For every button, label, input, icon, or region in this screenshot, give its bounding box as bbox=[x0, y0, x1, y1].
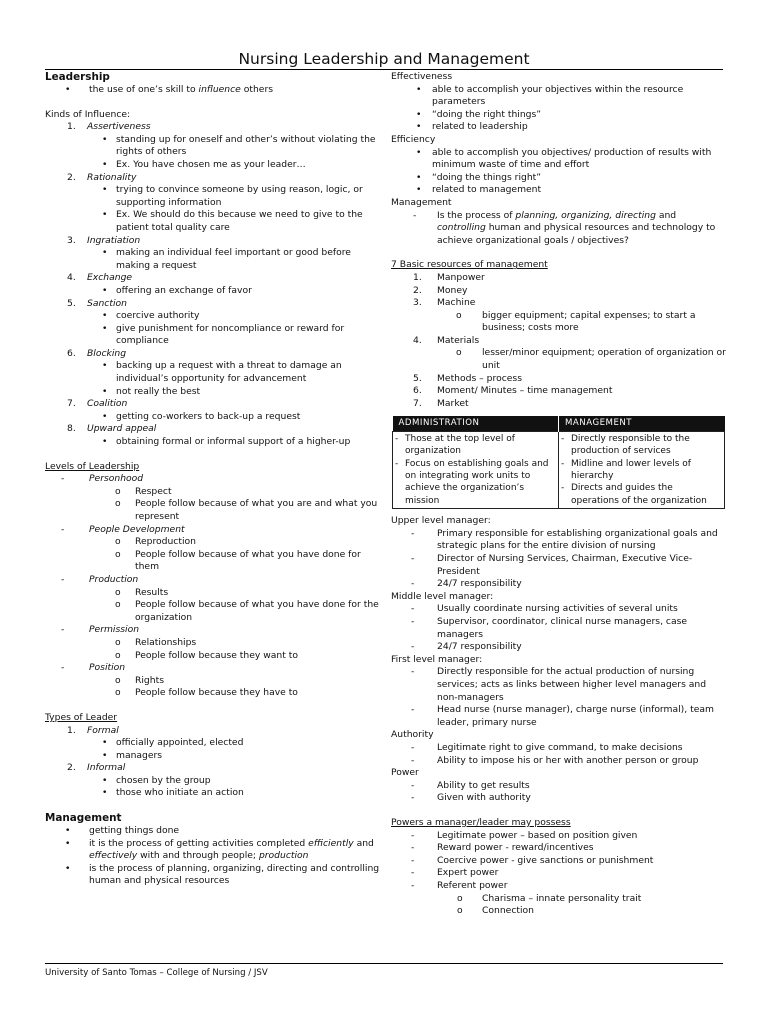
types-of-leader-list bbox=[45, 725, 385, 801]
resources-heading: 7 Basic resources of management bbox=[391, 259, 548, 271]
management-definition: - Is the process of planning, organizing, directing and controlling human and physical resources and technology to achieve organizational goals / objectives? bbox=[413, 209, 716, 246]
leader-type: 2. Informal bbox=[67, 762, 126, 774]
resource-item: 3. Machine bbox=[413, 297, 476, 309]
management-cell bbox=[559, 431, 725, 508]
leader-type-detail: • chosen by the group bbox=[102, 774, 211, 786]
level-detail: o Rights bbox=[115, 674, 164, 686]
powers-list bbox=[391, 830, 727, 893]
influence-kind: 7. Coalition bbox=[67, 398, 128, 410]
leadership-level: - Position bbox=[61, 662, 126, 674]
administration-cell bbox=[393, 431, 559, 508]
authority-item: - Ability to impose his or her with another person or group bbox=[411, 754, 699, 766]
influence-detail: • standing up for oneself and other’s without violating the rights of others bbox=[102, 133, 376, 158]
upper-level-item: - Primary responsible for establishing organizational goals and strategic plans for the entire division of nursing bbox=[411, 527, 718, 552]
level-detail: o People follow because of what you have done for the organization bbox=[115, 599, 379, 623]
leadership-heading: Leadership bbox=[45, 71, 110, 83]
influence-kind: 5. Sanction bbox=[67, 297, 127, 309]
leadership-level: - Permission bbox=[61, 624, 140, 636]
referent-power-list bbox=[391, 893, 727, 918]
middle-level-item: - Supervisor, coordinator, clinical nurse managers, case managers bbox=[411, 616, 688, 640]
influence-detail: • backing up a request with a threat to damage an individual’s opportunity for advancement bbox=[102, 360, 342, 385]
middle-level-heading: Middle level manager: bbox=[391, 590, 494, 602]
administration-point: - Those at the top level of organization bbox=[395, 433, 515, 457]
resource-item: 7. Market bbox=[413, 397, 469, 409]
left-column bbox=[45, 71, 385, 888]
upper-level-item: - Director of Nursing Services, Chairman, Executive Vice-President bbox=[411, 553, 693, 577]
power-type: - Coercive power - give sanctions or punishment bbox=[411, 854, 654, 866]
power-type: - Referent power bbox=[411, 879, 508, 891]
footer-text: University of Santo Tomas – College of Nursing / JSV bbox=[45, 968, 268, 978]
management-point: - Directs and guides the operations of the organization bbox=[561, 483, 707, 506]
types-heading: Types of Leader bbox=[45, 711, 118, 723]
influence-detail: • making an individual feel important or good before making a request bbox=[102, 247, 351, 271]
effectiveness-item: • related to leadership bbox=[416, 121, 528, 133]
effectiveness-item: • “doing the right things” bbox=[416, 108, 542, 120]
power-type: - Expert power bbox=[411, 867, 499, 879]
level-detail: o People follow because of what you have done for them bbox=[115, 548, 361, 573]
title-rule bbox=[45, 69, 723, 70]
upper-level-item: - 24/7 responsibility bbox=[411, 578, 522, 590]
influence-detail: • not really the best bbox=[102, 385, 201, 397]
leader-type: 1. Formal bbox=[67, 724, 119, 736]
power-type: - Reward power - reward/incentives bbox=[411, 842, 594, 854]
middle-level-item: - 24/7 responsibility bbox=[411, 641, 522, 653]
influence-detail: • getting co-workers to back-up a request bbox=[102, 410, 301, 422]
efficiency-item: • related to management bbox=[416, 184, 542, 196]
right-column bbox=[391, 71, 727, 918]
management-item: • it is the process of getting activities completed efficiently and effectively with and through people; production bbox=[65, 837, 374, 862]
authority-item: - Legitimate right to give command, to make decisions bbox=[411, 741, 683, 753]
resources-list bbox=[391, 272, 727, 411]
resource-item: 2. Money bbox=[413, 284, 468, 296]
influence-kind: 2. Rationality bbox=[67, 171, 137, 183]
level-detail: o People follow because they want to bbox=[115, 649, 298, 661]
first-level-heading: First level manager: bbox=[391, 653, 483, 665]
bullet: • bbox=[65, 84, 71, 95]
influence-kind: 4. Exchange bbox=[67, 272, 133, 284]
table-header-administration: ADMINISTRATION bbox=[393, 416, 559, 431]
management-item: • is the process of planning, organizing, directing and controlling human and physical resources bbox=[65, 862, 380, 887]
authority-heading: Authority bbox=[391, 729, 434, 741]
leader-type-detail: • managers bbox=[102, 749, 163, 761]
influence-detail: • give punishment for noncompliance or reward for compliance bbox=[102, 322, 345, 347]
influence-kind: 3. Ingratiation bbox=[67, 234, 141, 246]
leadership-level: - Personhood bbox=[61, 473, 144, 485]
efficiency-item: • able to accomplish you objectives/ production of results with minimum waste of time and effort bbox=[416, 146, 712, 171]
resource-item: 5. Methods – process bbox=[413, 372, 522, 384]
resource-detail: o lesser/minor equipment; operation of organization or unit bbox=[456, 347, 726, 372]
middle-level-list bbox=[391, 603, 727, 653]
upper-level-heading: Upper level manager: bbox=[391, 515, 491, 527]
resource-item: 6. Moment/ Minutes – time management bbox=[413, 385, 613, 397]
level-detail: o Results bbox=[115, 586, 169, 598]
efficiency-list bbox=[391, 147, 727, 197]
document-title: Nursing Leadership and Management bbox=[238, 50, 530, 68]
first-level-item: - Directly responsible for the actual production of nursing services; acts as links between higher level managers and non-managers bbox=[411, 666, 707, 703]
level-detail: o Reproduction bbox=[115, 536, 196, 548]
power-list bbox=[391, 780, 727, 805]
footer-rule bbox=[45, 963, 723, 964]
management-item: • getting things done bbox=[65, 825, 180, 837]
influence-kind: 1. Assertiveness bbox=[67, 121, 151, 133]
level-detail: o People follow because of what you are and what you represent bbox=[115, 498, 378, 522]
management-heading: Management bbox=[45, 812, 122, 825]
influence-detail: • coercive authority bbox=[102, 310, 200, 322]
power-heading: Power bbox=[391, 767, 419, 779]
efficiency-item: • “doing the things right” bbox=[416, 171, 542, 183]
management-point: - Directly responsible to the production of services bbox=[561, 433, 690, 457]
management-point: - Midline and lower levels of hierarchy bbox=[561, 458, 691, 482]
first-level-item: - Head nurse (nurse manager), charge nurse (informal), team leader, primary nurse bbox=[411, 704, 714, 728]
influence-detail: • Ex. We should do this because we need to give to the patient total quality care bbox=[102, 209, 363, 233]
referent-power-detail: o Connection bbox=[457, 905, 534, 917]
influence-kind: 8. Upward appeal bbox=[67, 423, 157, 435]
authority-list bbox=[391, 742, 727, 767]
influence-detail: • Ex. You have chosen me as your leader… bbox=[102, 158, 306, 170]
levels-of-leadership-list bbox=[45, 473, 385, 700]
influence-detail: • offering an exchange of favor bbox=[102, 284, 252, 296]
power-item: - Ability to get results bbox=[411, 779, 530, 791]
resource-item: 1. Manpower bbox=[413, 271, 485, 283]
powers-heading: Powers a manager/leader may possess bbox=[391, 816, 571, 828]
influence-kind: 6. Blocking bbox=[67, 347, 127, 359]
leader-type-detail: • officially appointed, elected bbox=[102, 737, 244, 749]
administration-point: - Focus on establishing goals and on integrating work units to achieve the organization’s mission bbox=[395, 458, 549, 506]
leadership-level: - Production bbox=[61, 573, 139, 585]
leader-type-detail: • those who initiate an action bbox=[102, 787, 244, 799]
resource-detail: o bigger equipment; capital expenses; to start a business; costs more bbox=[456, 309, 696, 334]
level-detail: o Relationships bbox=[115, 636, 197, 648]
influence-detail: • obtaining formal or informal support of a higher-up bbox=[102, 436, 351, 448]
leadership-definition: • the use of one’s skill to influence others bbox=[65, 84, 274, 95]
table-header-management: MANAGEMENT bbox=[559, 416, 725, 431]
admin-vs-management-table bbox=[392, 416, 725, 509]
middle-level-item: - Usually coordinate nursing activities of several units bbox=[411, 603, 678, 615]
kinds-heading: Kinds of Influence: bbox=[45, 108, 131, 120]
effectiveness-list bbox=[391, 84, 727, 134]
power-type: - Legitimate power – based on position given bbox=[411, 829, 638, 841]
influence-detail: • trying to convince someone by using reason, logic, or supporting information bbox=[102, 184, 363, 208]
level-detail: o Respect bbox=[115, 485, 172, 497]
kinds-of-influence-list bbox=[45, 121, 385, 448]
levels-heading: Levels of Leadership bbox=[45, 460, 140, 472]
first-level-list bbox=[391, 666, 727, 729]
upper-level-list bbox=[391, 528, 727, 591]
leadership-level: - People Development bbox=[61, 523, 185, 535]
effectiveness-item: • able to accomplish your objectives within the resource parameters bbox=[416, 83, 684, 108]
referent-power-detail: o Charisma – innate personality trait bbox=[457, 892, 642, 904]
resource-item: 4. Materials bbox=[413, 334, 480, 346]
level-detail: o People follow because they have to bbox=[115, 687, 298, 699]
power-item: - Given with authority bbox=[411, 792, 531, 804]
effectiveness-heading: Effectiveness bbox=[391, 71, 453, 82]
efficiency-heading: Efficiency bbox=[391, 133, 436, 145]
management-def-heading: Management bbox=[391, 196, 452, 208]
